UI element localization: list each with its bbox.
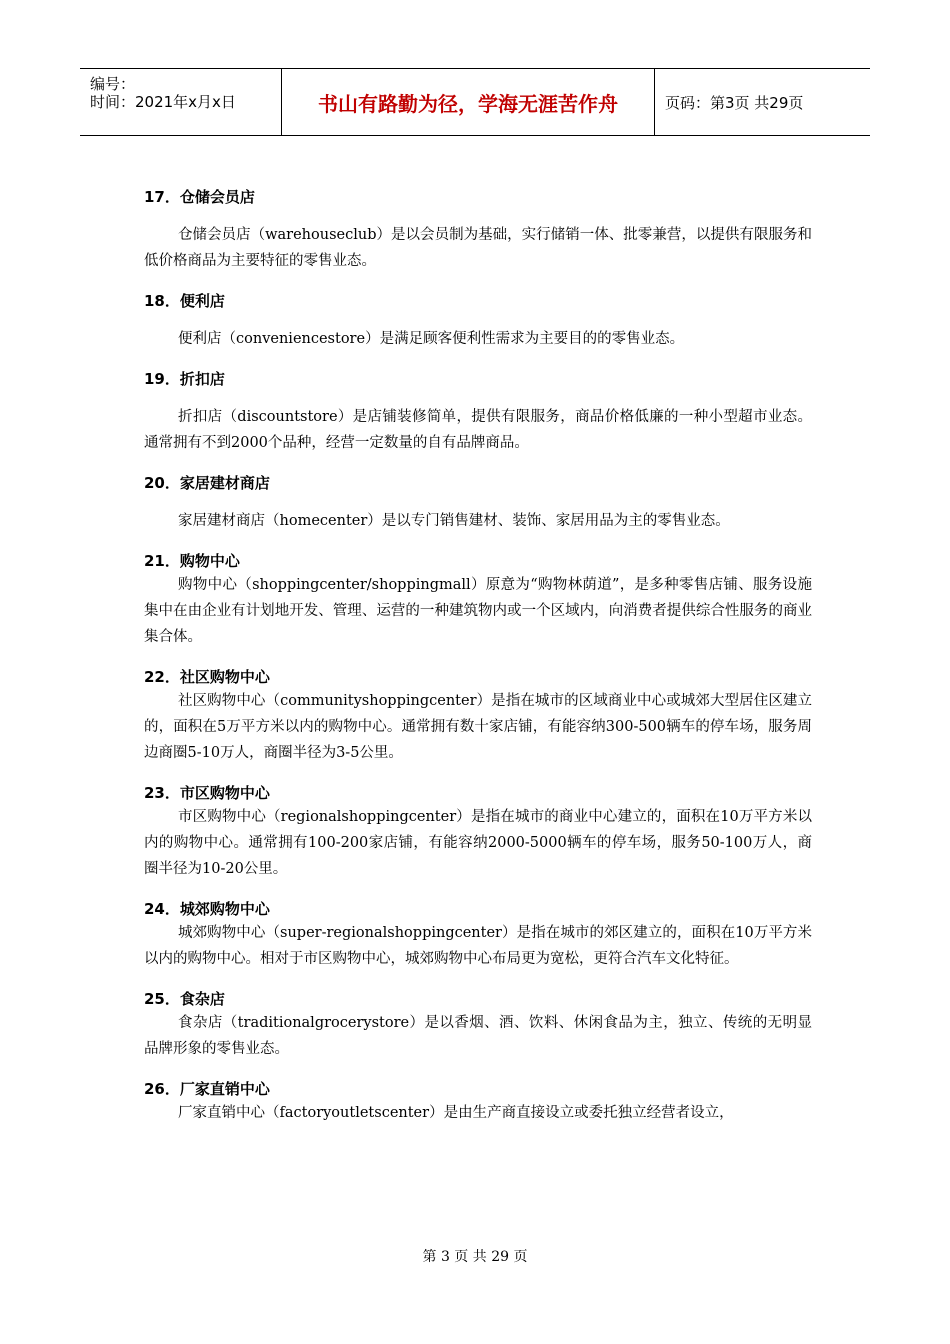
- section-body: 市区购物中心（regionalshoppingcenter）是指在城市的商业中心建立的，面积在10万平方米以内的购物中心。通常拥有100-200家店铺，有能容纳2000-5000辆车的停车场，服务50-100万人，商圈半径为10-20公里。: [144, 809, 812, 877]
- section-17: [144, 186, 812, 274]
- section-title: 20．家居建材商店: [144, 474, 270, 492]
- section-18: [144, 290, 812, 352]
- section-body: 城郊购物中心（super-regionalshoppingcenter）是指在城市的郊区建立的，面积在10万平方米以内的购物中心。相对于市区购物中心，城郊购物中心布局更为宽松，更符合汽车文化特征。: [144, 925, 812, 967]
- section-title: 19．折扣店: [144, 370, 225, 388]
- section-body: 便利店（conveniencestore）是满足顾客便利性需求为主要目的的零售业态。: [178, 331, 685, 347]
- section-title: 25．食杂店: [144, 990, 225, 1008]
- section-title: 21．购物中心: [144, 552, 240, 570]
- section-title: 17．仓储会员店: [144, 188, 255, 206]
- page-footer: 第 3 页 共 29 页: [422, 1249, 528, 1265]
- document-number: 编号：: [90, 75, 136, 93]
- section-body: 购物中心（shoppingcenter/shoppingmall）原意为“购物林荫道”，是多种零售店铺、服务设施集中在由企业有计划地开发、管理、运营的一种建筑物内或一个区域内，向消费者提供综合性服务的商业集合体。: [144, 577, 812, 645]
- section-26: [144, 1078, 812, 1126]
- section-21: [144, 550, 812, 650]
- section-body: 折扣店（discountstore）是店铺装修简单，提供有限服务，商品价格低廉的一种小型超市业态。通常拥有不到2000个品种，经营一定数量的自有品牌商品。: [144, 409, 812, 451]
- section-19: [144, 368, 812, 456]
- section-22: [144, 666, 812, 766]
- section-25: [144, 988, 812, 1062]
- document-body: [144, 186, 812, 1126]
- section-24: [144, 898, 812, 972]
- header-divider: [654, 69, 655, 135]
- section-body: 食杂店（traditionalgrocerystore）是以香烟、酒、饮料、休闲食品为主，独立、传统的无明显品牌形象的零售业态。: [144, 1015, 812, 1057]
- section-body: 仓储会员店（warehouseclub）是以会员制为基础，实行储销一体、批零兼营，以提供有限服务和低价格商品为主要特征的零售业态。: [144, 227, 812, 269]
- section-title: 18．便利店: [144, 292, 225, 310]
- header-info-cell: [80, 69, 281, 135]
- header-motto: 书山有路勤为径，学海无涯苦作舟: [318, 91, 618, 116]
- section-23: [144, 782, 812, 882]
- section-title: 26．厂家直销中心: [144, 1080, 270, 1098]
- section-body: 社区购物中心（communityshoppingcenter）是指在城市的区域商业中心或城郊大型居住区建立的，面积在5万平方米以内的购物中心。通常拥有数十家店铺，有能容纳300-500辆车的停车场，服务周边商圈5-10万人，商圈半径为3-5公里。: [144, 693, 812, 761]
- section-body: 家居建材商店（homecenter）是以专门销售建材、装饰、家居用品为主的零售业态。: [178, 513, 730, 529]
- section-20: [144, 472, 812, 534]
- section-title: 22．社区购物中心: [144, 668, 270, 686]
- header-table: [80, 68, 870, 136]
- section-body: 厂家直销中心（factoryoutletscenter）是由生产商直接设立或委托独立经营者设立，: [178, 1105, 734, 1121]
- section-title: 23．市区购物中心: [144, 784, 270, 802]
- section-title: 24．城郊购物中心: [144, 900, 270, 918]
- document-time: 时间：2021年x月x日: [90, 93, 236, 111]
- header-page-code: 页码：第3页 共29页: [665, 93, 804, 112]
